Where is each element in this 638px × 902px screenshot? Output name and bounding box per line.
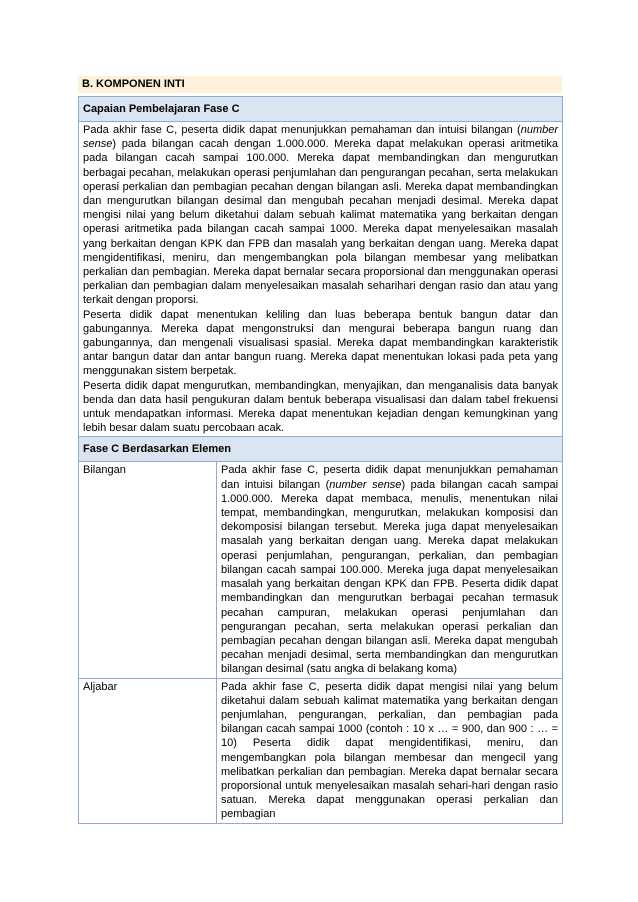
capaian-header: Capaian Pembelajaran Fase C — [79, 97, 563, 122]
aljabar-text: Pada akhir fase C, peserta didik dapat mengisi nilai yang belum diketahui dalam sebuah kalimat matematika yang berkaitan dengan penjumlahan, pengurangan, perkalian, dan pembagian pada bilangan cacah sampai 1000 (contoh : 10 x … = 900, dan 900 : … = 10) Peserta didik dapat mengidentifikasi, meniru, dan mengembangkan pola bilangan membesar dan mengecil yang melibatkan perkalian dan pembagian. Mereka dapat bernalar secara proporsional untuk menyelesaikan masalah sehari-hari dengan rasio satuan. Mereka dapat menggunakan operasi perkalian dan pembagian — [221, 680, 559, 821]
elemen-description — [217, 678, 563, 823]
capaian-header-row — [79, 97, 563, 122]
elemen-label: Bilangan — [79, 462, 217, 678]
capaian-paragraph-2: Peserta didik dapat menentukan keliling dan luas beberapa bentuk bangun datar dan gabungannya. Mereka dapat mengonstruksi dan mengurai beberapa bangun ruang dan gabungannya, dan mengenali visualisasi spasial. Mereka dapat membandingkan karakteristik antar bangun datar dan antar bangun ruang. Mereka dapat menentukan lokasi pada peta yang menggunakan sistem berpetak. — [83, 308, 559, 378]
elemen-header-row — [79, 437, 563, 462]
elemen-row-aljabar — [79, 678, 563, 823]
elemen-label: Aljabar — [79, 678, 217, 823]
capaian-p1-text-a: Pada akhir fase C, peserta didik dapat menunjukkan pemahaman dan intuisi bilangan ( — [83, 124, 521, 136]
capaian-body-row — [79, 122, 563, 437]
capaian-paragraph-3: Peserta didik dapat mengurutkan, membandingkan, menyajikan, dan menganalisis data banyak benda dan data hasil pengukuran dalam bentuk beberapa visualisasi dan dalam tabel frekuensi untuk mendapatkan informasi. Mereka dapat menentukan kejadian dengan kemungkinan yang lebih besar dalam suatu percobaan acak. — [83, 379, 559, 435]
elemen-row-bilangan — [79, 462, 563, 678]
bilangan-text-b: ) pada bilangan cacah sampai 1.000.000. Mereka dapat membaca, menulis, menentukan nilai tempat, membandingkan, mengurutkan, melakukan komposisi dan dekomposisi bilangan tersebut. Mereka juga dapat menyelesaikan masalah yang berkaitan dengan uang. Mereka dapat melakukan operasi penjumlahan, pengurangan, perkalian, dan pembagian bilangan cacah sampai 100.000. Mereka juga dapat menyelesaikan masalah yang berkaitan dengan KPK dan FPB. Peserta didik dapat membandingkan dan mengurutkan berbagai pecahan termasuk pecahan campuran, melakukan operasi penjumlahan dan pengurangan pecahan, serta melakukan operasi perkalian dan pembagian pecahan dengan bilangan asli. Mereka dapat mengubah pecahan menjadi desimal, serta membandingkan dan mengurutkan bilangan desimal (satu angka di belakang koma) — [221, 478, 559, 676]
bilangan-text-a: Pada akhir fase C, peserta didik dapat menunjukkan pemahaman dan intuisi bilangan ( — [221, 464, 559, 491]
bilangan-italic: number sense — [329, 478, 402, 491]
elemen-description — [217, 462, 563, 678]
capaian-paragraph-1 — [83, 123, 558, 308]
capaian-p1-text-b: ) pada bilangan cacah dengan 1.000.000. Mereka dapat melakukan operasi aritmetika pada bilangan cacah sampai 100.000. Mereka dapat membandingkan dan mengurutkan berbagai pecahan, melakukan operasi penjumlahan dan pengurangan pecahan, serta melakukan operasi perkalian dan pembagian pecahan dengan bilangan asli. Mereka dapat membandingkan dan mengurutkan bilangan desimal dan mengubah pecahan menjadi desimal. Mereka dapat mengisi nilai yang belum diketahui dalam sebuah kalimat matematika yang berkaitan dengan operasi aritmetika pada bilangan cacah sampai 1000. Mereka dapat menyelesaikan masalah yang berkaitan dengan KPK dan FPB dan masalah yang berkaitan dengan uang. Mereka dapat mengidentifikasi, meniru, dan mengembangkan pola bilangan membesar yang melibatkan perkalian dan pembagian. Mereka dapat bernalar secara proporsional dan menggunakan operasi perkalian dan pembagian dalam menyelesaikan masalah seharihari dengan rasio dan atau yang terkait dengan proporsi. — [83, 138, 559, 307]
komponen-table — [78, 96, 563, 824]
section-title: B. KOMPONEN INTI — [78, 76, 562, 93]
capaian-body — [79, 122, 563, 437]
capaian-p1-italic: number sense — [83, 124, 559, 151]
elemen-header: Fase C Berdasarkan Elemen — [79, 437, 563, 462]
